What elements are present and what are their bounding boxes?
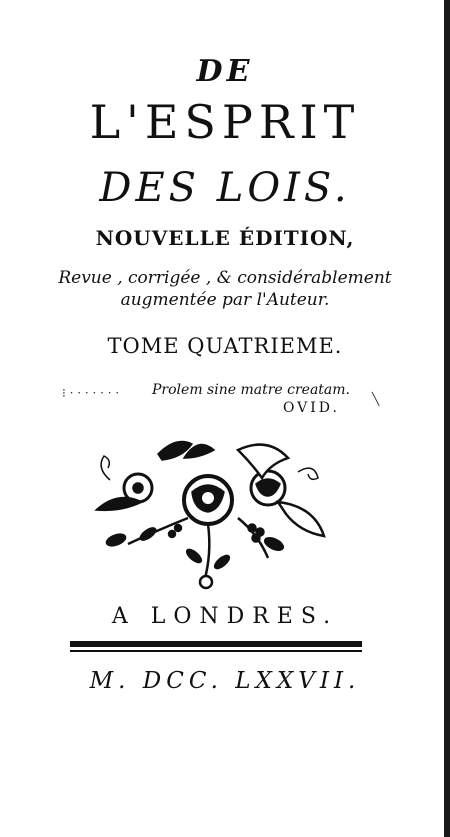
floral-fleuron-icon	[88, 432, 338, 592]
edition-statement: NOUVELLE ÉDITION,	[95, 226, 355, 250]
imprint-place: A LONDRES.	[111, 604, 339, 629]
double-rule-thick	[70, 641, 362, 647]
title-esprit: L'ESPRIT	[89, 95, 361, 149]
revision-line-2: augmentée par l'Auteur.	[120, 290, 330, 310]
double-rule-thin	[70, 650, 362, 652]
stray-mark-icon: ╲	[372, 392, 380, 406]
epigraph: Prolem sine matre creatam.	[152, 382, 350, 398]
epigraph-author: OVID.	[282, 400, 340, 416]
dotted-leader-icon: ⁝ · · · · · · ·	[62, 386, 120, 400]
imprint-date: M. DCC. LXXVII.	[89, 668, 361, 694]
title-des-lois: DES LOIS.	[99, 165, 351, 211]
title-de: DE	[196, 54, 254, 89]
revision-line-1: Revue , corrigée , & considérablement	[58, 268, 392, 288]
volume-number: TOME QUATRIEME.	[107, 334, 343, 358]
